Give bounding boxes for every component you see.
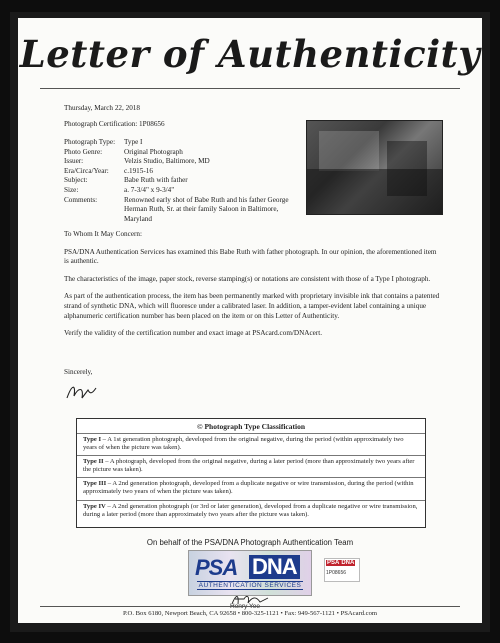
detail-row: Issuer: Velzis Studio, Baltimore, MD (64, 157, 210, 166)
certification-number: Photograph Certification: 1P08656 (64, 120, 165, 128)
detail-row: Size: a. 7-3/4" x 9-3/4" (64, 185, 175, 194)
letter-page (18, 18, 482, 623)
certification-sticker: PSA DNA 1P08656 (324, 558, 360, 582)
photo-type-classification (76, 418, 426, 528)
psa-dna-logo: PSA DNA AUTHENTICATION SERVICES (188, 550, 312, 596)
authenticated-photo-thumbnail (306, 120, 443, 215)
letter-date: Thursday, March 22, 2018 (64, 104, 140, 112)
type-entry: Type II – A photograph, developed from the original negative, during a later period (more than approximately two years after the picture was taken). (83, 458, 415, 474)
classification-title: © Photograph Type Classification (196, 422, 306, 431)
team-statement: On behalf of the PSA/DNA Photograph Authentication Team (146, 538, 354, 547)
type-entry: Type III – A 2nd generation photograph, developed from a duplicate negative or wire transmission, during the period (within approximately two years of when the picture was taken). (83, 480, 414, 496)
letter-title: Letter of Authenticity (19, 32, 481, 76)
title-rule (40, 88, 460, 89)
photo-details (64, 138, 308, 224)
contact-footer: P.O. Box 6180, Newport Beach, CA 92658 • 800-325-1121 • Fax: 949-567-1121 • PSAcard.com (122, 610, 378, 617)
body-paragraph: The characteristics of the image, paper stock, reverse stamping(s) or notations are consistent with those of a Type I photograph. (64, 274, 431, 283)
detail-row: Era/Circa/Year: c.1915-16 (64, 166, 153, 175)
type-entry: Type I – A 1st generation photograph, developed from the original negative, during the period (within approximately two years of when the picture was taken). (83, 436, 404, 452)
salutation: To Whom It May Concern: (64, 230, 143, 238)
closing: Sincerely, (64, 368, 93, 376)
footer-rule (40, 606, 460, 607)
body-paragraph: Verify the validity of the certification number and exact image at PSAcard.com/DNAcert. (64, 329, 323, 338)
detail-row: Comments: Renowned early shot of Babe Ruth and his father George Herman Ruth, Sr. at their family Saloon in Baltimore, Maryland (64, 195, 289, 223)
body-paragraph: PSA/DNA Authentication Services has examined this Babe Ruth with father photograph. In our opinion, the aforementioned item is authentic. (64, 247, 437, 266)
letter-body (64, 230, 442, 347)
type-entry: Type IV – A 2nd generation photograph (or 3rd or later generation), developed from a duplicate negative or wire transmission, during a later period (more than approximately two years after the picture was taken). (83, 503, 418, 519)
detail-row: Photograph Type: Type I (64, 138, 143, 146)
detail-row: Photo Genre: Original Photograph (64, 147, 183, 156)
signer-name: Henry Yee (230, 603, 260, 610)
detail-row: Subject: Babe Ruth with father (64, 176, 188, 185)
signature-icon (64, 380, 98, 404)
body-paragraph: As part of the authentication process, the item has been permanently marked with proprietary invisible ink that contains a patented strand of synthetic DNA, which will fluoresce under a calibrated laser. In addition, a tamper-evident label containing a unique alphanumeric certification number has been placed on the item or on this Letter of Authenticity. (64, 292, 440, 320)
